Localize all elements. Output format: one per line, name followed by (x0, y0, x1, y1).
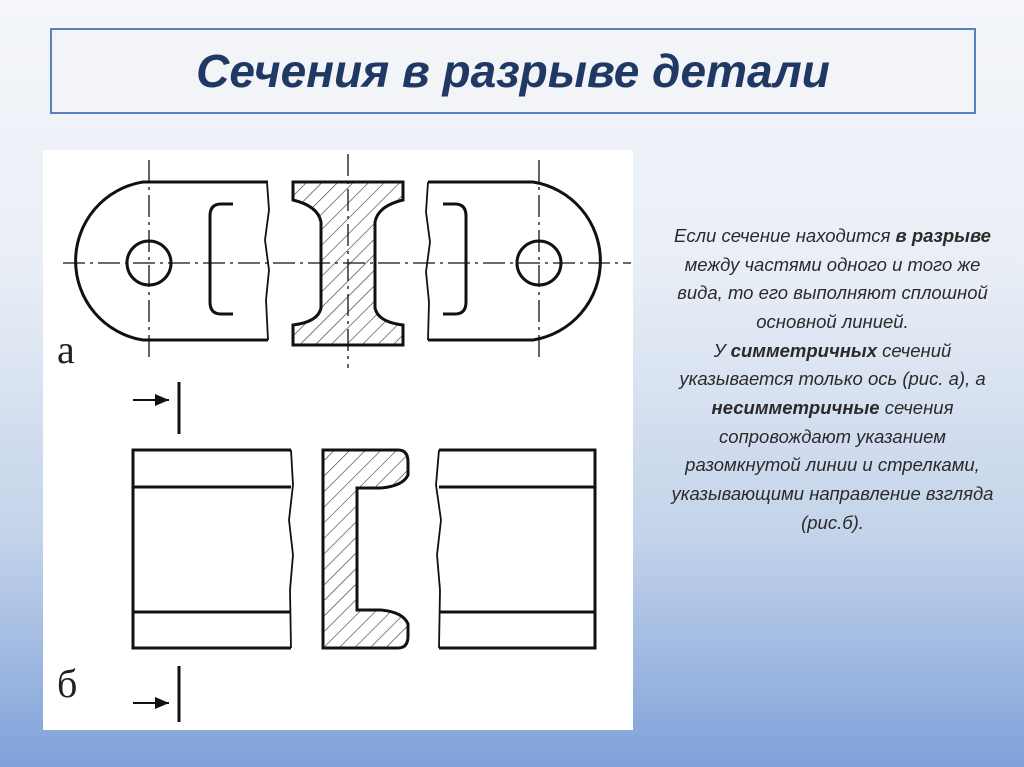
right-break-line (426, 182, 430, 340)
arrow-top-head (155, 394, 169, 406)
paragraph-1 (660, 222, 1005, 337)
right-break-b (436, 450, 441, 648)
p2-text-2: сечений указывается только ось (рис. а), а (679, 339, 986, 390)
p1-bold-1: в разрыве (895, 225, 991, 246)
right-slot (443, 204, 466, 314)
view-b (133, 382, 595, 722)
p2-bold-2: несимметричные (711, 397, 880, 419)
right-part-b (439, 450, 595, 648)
p2-text-1: У (713, 339, 731, 361)
left-slot (210, 204, 233, 314)
description-text (660, 222, 1005, 537)
left-break-b (289, 450, 293, 648)
left-break-line (265, 182, 269, 340)
p1-text-2: между частями одного и того же вида, то его выполняют сплошной основной линией. (677, 253, 988, 333)
figure-label-b: б (57, 661, 78, 706)
channel-section (323, 450, 408, 648)
arrow-bottom-head (155, 697, 169, 709)
technical-drawing (43, 150, 633, 730)
drawing-svg (43, 150, 633, 730)
slide-title: Сечения в разрыве детали (196, 45, 830, 97)
left-part-b (133, 450, 291, 648)
right-link-outline (428, 182, 600, 340)
title-frame (50, 28, 976, 114)
p1-text-1: Если сечение находится (674, 225, 896, 246)
paragraph-2 (660, 337, 1005, 538)
p2-text-3: сечения сопровождают указанием разомкнутой линии и стрелками, указывающими направление взгляда (рис.б). (671, 397, 994, 533)
figure-label-a: а (57, 327, 75, 372)
p2-bold-1: симметричных (730, 339, 878, 361)
